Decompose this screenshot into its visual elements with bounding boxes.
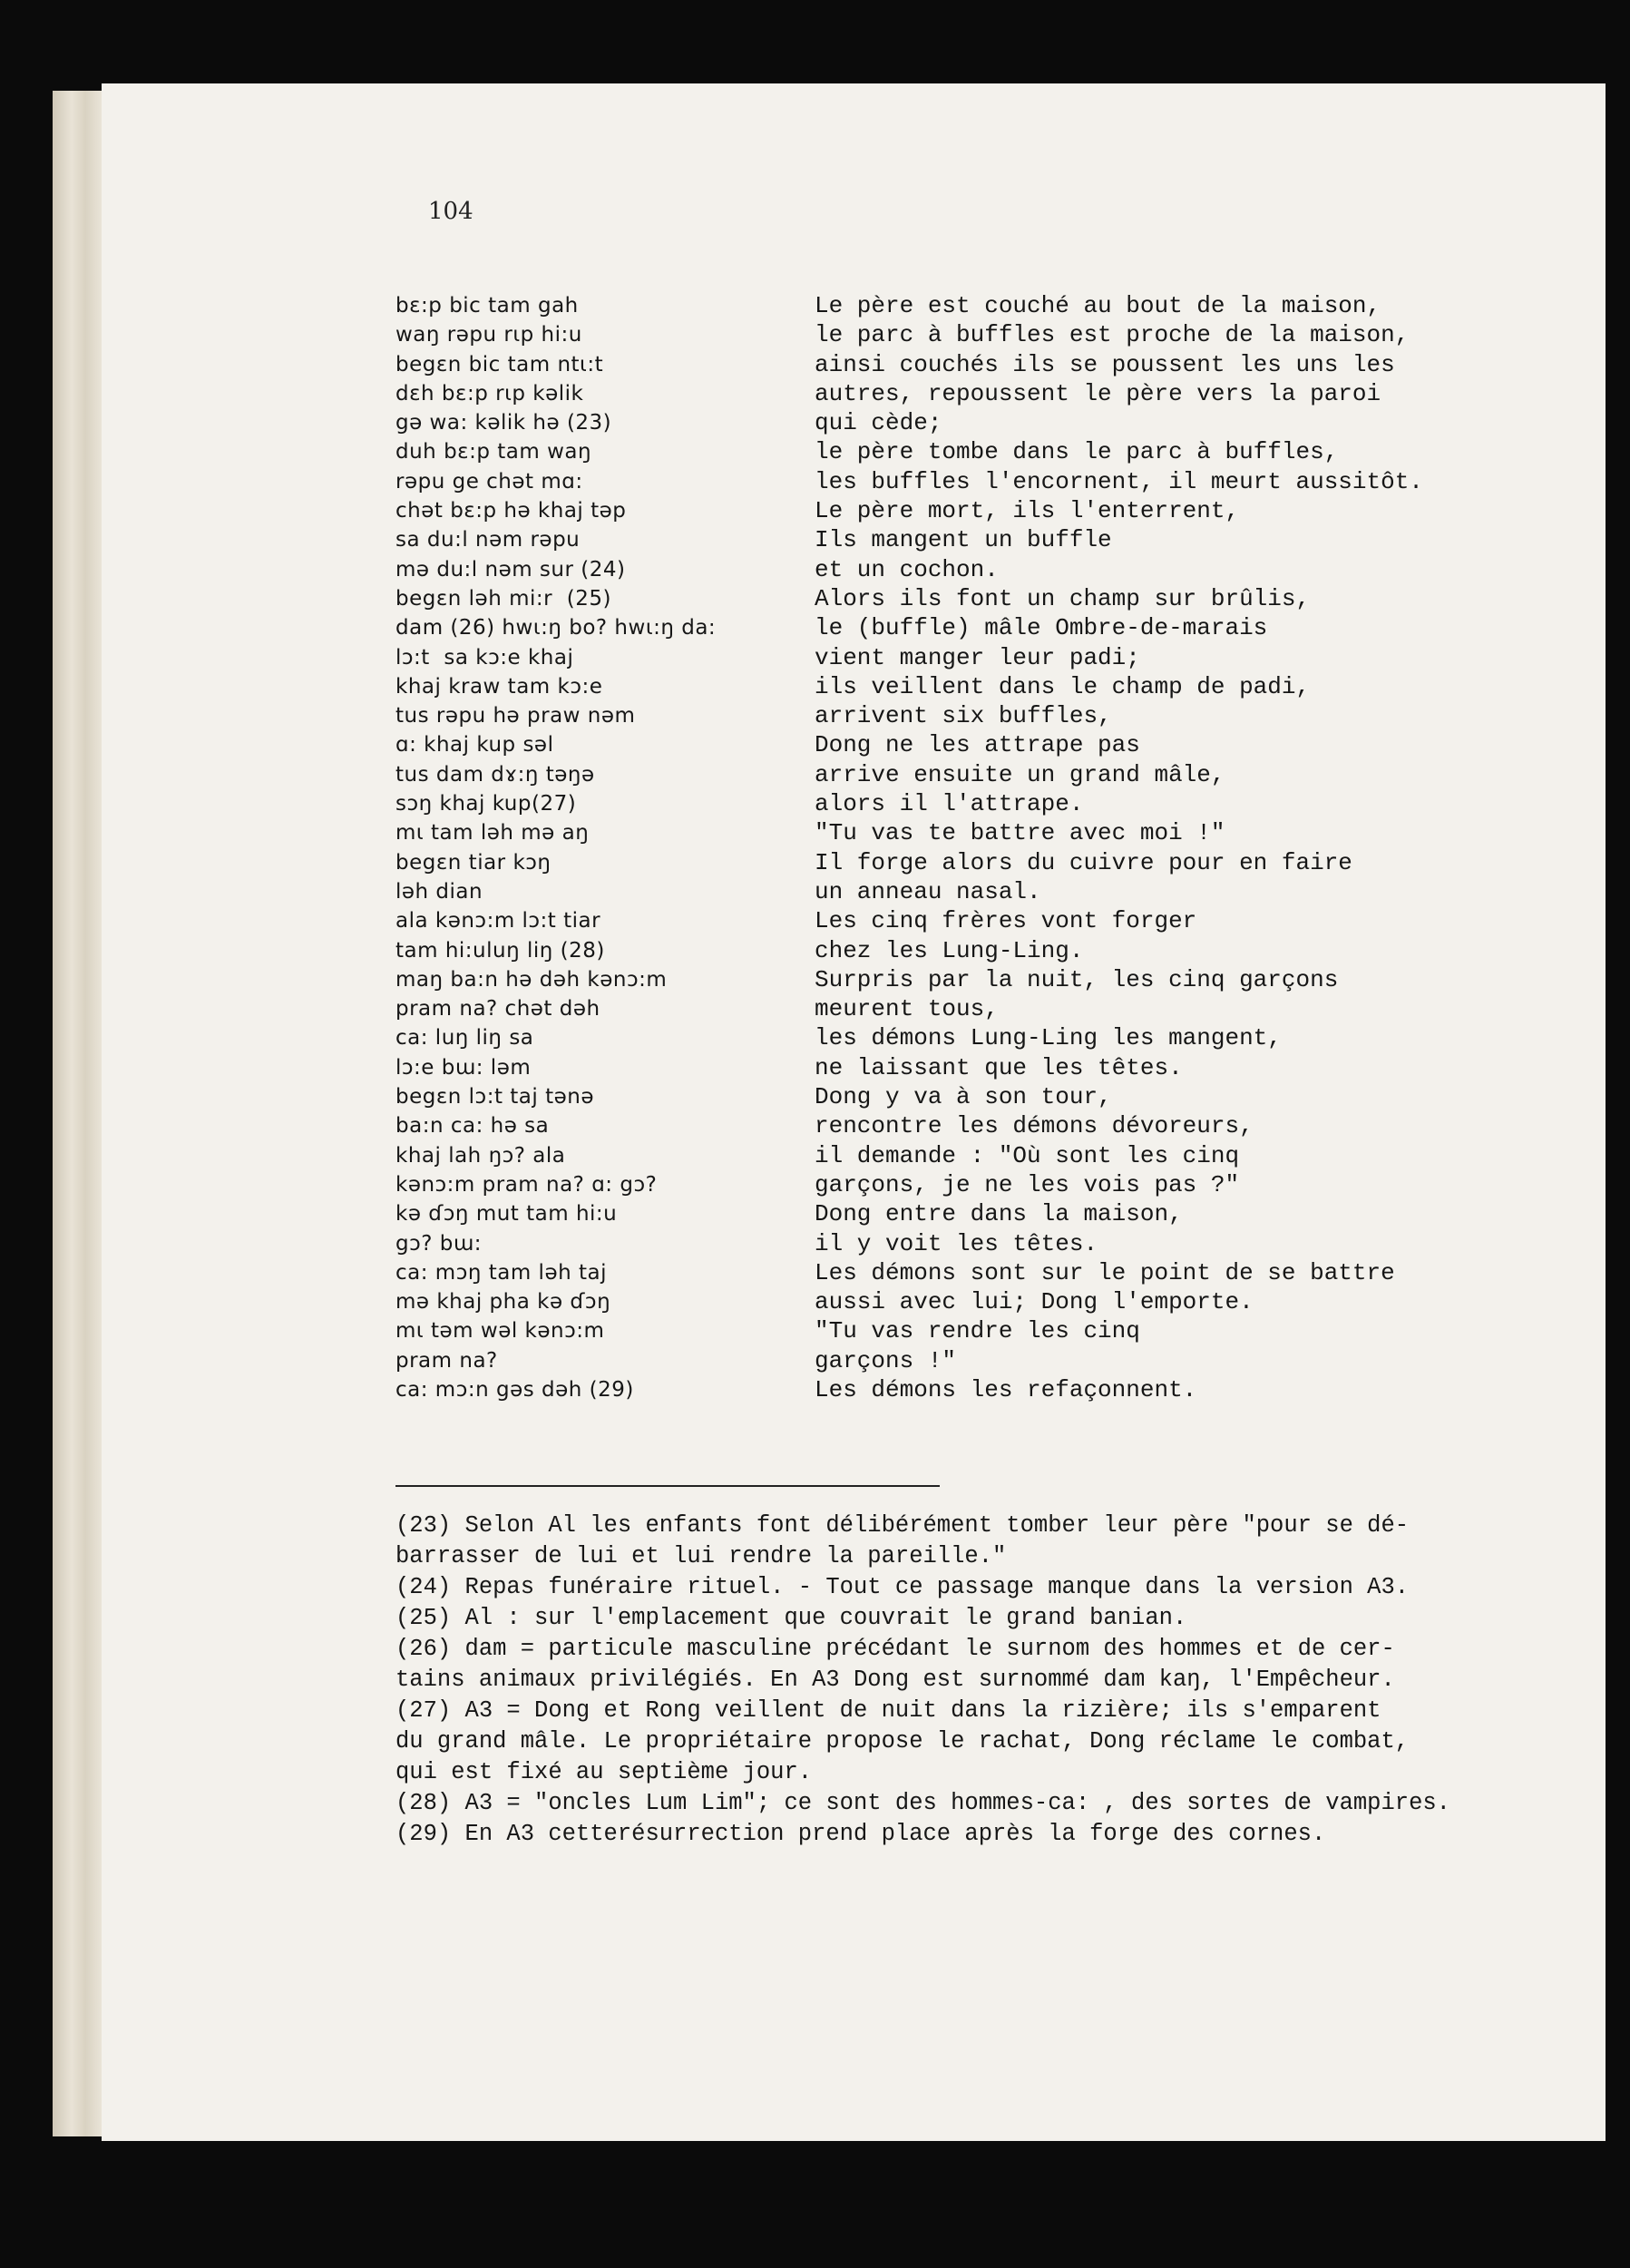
verse-line [395,1288,1520,1317]
french-line: il demande : "Où sont les cinq [815,1141,1240,1169]
french-line: aussi avec lui; Dong l'emporte. [815,1288,1254,1316]
vernacular-line: maŋ ba:n hə dəh kənɔ:m [395,967,668,992]
french-line: "Tu vas te battre avec moi !" [815,819,1225,847]
vernacular-line: begɛn bic tam ntɩ:t [395,352,604,376]
french-line: Ils mangent un buffle [815,526,1112,554]
french-line: Dong entre dans la maison, [815,1200,1183,1228]
french-line: qui cède; [815,409,942,437]
verse-line [395,526,1520,555]
french-line: le parc à buffles est proche de la maison, [815,321,1410,349]
verse-line [395,1142,1520,1171]
verse-line [395,819,1520,848]
vernacular-line: lɔ:t sa kɔ:e khaj [395,645,574,670]
verse-line [395,409,1520,438]
vernacular-line: mə du:l nəm sur (24) [395,557,626,582]
vernacular-line: dam (26) hwɩ:ŋ bo? hwɩ:ŋ da: [395,616,717,640]
vernacular-line: ca: mɔŋ tam ləh taj [395,1260,607,1285]
footnote-line: barrasser de lui et lui rendre la pareille." [395,1543,1007,1569]
vernacular-line: tus rəpu hə praw nəm [395,704,636,728]
verse-line [395,1083,1520,1112]
vernacular-line: waŋ rəpu rɩp hi:u [395,323,582,347]
verse-line [395,1317,1520,1346]
vernacular-line: pram na? chət dəh [395,997,600,1022]
verse-line [395,292,1520,321]
verse-line [395,438,1520,467]
vernacular-line: rəpu ge chət mɑ: [395,469,583,494]
footnote-line: qui est fixé au septième jour. [395,1759,813,1785]
french-line: le (buffle) mâle Ombre-de-marais [815,614,1268,642]
french-line: meurent tous, [815,995,999,1023]
verse-line [395,673,1520,702]
vernacular-line: gɔ? bɯ: [395,1231,483,1256]
french-line: Alors ils font un champ sur brûlis, [815,584,1311,612]
vernacular-line: tus dam dɤ:ŋ təŋə [395,762,595,787]
vernacular-line: sa du:l nəm rəpu [395,528,581,552]
verse-line [395,1024,1520,1053]
verse-line [395,1171,1520,1200]
verse-line [395,585,1520,614]
vernacular-line: kə ɗɔŋ mut tam hi:u [395,1202,618,1227]
french-line: Les démons sont sur le point de se battre [815,1258,1395,1286]
french-line: les buffles l'encornent, il meurt aussitôt. [815,467,1423,495]
verse-line [395,556,1520,585]
footnote-rule [395,1485,940,1487]
page-number: 104 [428,198,473,225]
french-line: "Tu vas rendre les cinq [815,1317,1140,1345]
verse-line [395,1112,1520,1141]
french-line: ils veillent dans le champ de padi, [815,672,1311,700]
vernacular-line: begɛn ləh mi:r (25) [395,586,611,611]
verse-line [395,468,1520,497]
verse-line [395,1259,1520,1288]
french-line: arrivent six buffles, [815,702,1112,730]
footnote-line: (24) Repas funéraire rituel. - Tout ce passage manque dans la version A3. [395,1574,1410,1600]
vernacular-line: duh bɛ:p tam waŋ [395,440,592,464]
footnotes [395,1512,1529,1852]
verse-line [395,731,1520,760]
vernacular-line: begɛn lɔ:t taj tənə [395,1085,594,1110]
french-line: Dong ne les attrape pas [815,731,1140,759]
french-line: garçons !" [815,1346,957,1374]
vernacular-line: mɩ tam ləh mə aŋ [395,821,590,846]
vernacular-line: gə wa: kəlik hə (23) [395,411,612,435]
french-line: ainsi couchés ils se poussent les uns les [815,350,1395,378]
french-line: Il forge alors du cuivre pour en faire [815,848,1352,876]
verse-line [395,849,1520,878]
footnote-line: (28) A3 = "oncles Lum Lim"; ce sont des hommes-ca: , des sortes de vampires. [395,1790,1450,1816]
french-line: Le père est couché au bout de la maison, [815,292,1381,319]
french-line: un anneau nasal. [815,877,1041,905]
verse-line [395,1054,1520,1083]
vernacular-line: ɑ: khaj kup səl [395,733,554,758]
french-line: ne laissant que les têtes. [815,1053,1183,1081]
vernacular-line: sɔŋ khaj kup(27) [395,792,577,816]
verse-line [395,937,1520,966]
verse-line [395,1200,1520,1229]
french-line: le père tombe dans le parc à buffles, [815,438,1339,466]
footnote-line: (27) A3 = Dong et Rong veillent de nuit dans la rizière; ils s'emparent [395,1697,1381,1724]
vernacular-line: ba:n ca: hə sa [395,1114,550,1139]
vernacular-line: lɔ:e bɯ: ləm [395,1055,532,1080]
verse-line [395,1376,1520,1405]
vernacular-line: chət bɛ:p hə khaj təp [395,499,627,523]
vernacular-line: ca: mɔ:n gəs dəh (29) [395,1377,634,1402]
french-line: et un cochon. [815,555,999,583]
french-line: alors il l'attrape. [815,790,1084,818]
verse-line [395,907,1520,936]
vernacular-line: tam hi:uluŋ liŋ (28) [395,938,605,963]
footnote-line: (23) Selon Al les enfants font délibérément tomber leur père "pour se dé- [395,1512,1410,1539]
french-line: Les démons les refaçonnent. [815,1375,1197,1403]
vernacular-line: bɛ:p bic tam gah [395,294,579,318]
verse-line [395,614,1520,643]
french-line: chez les Lung-Ling. [815,936,1084,964]
page-stack-edge [53,91,107,2136]
verse-line [395,380,1520,409]
footnote-line: (26) dam = particule masculine précédant le surnom des hommes et de cer- [395,1636,1395,1662]
verse-line [395,761,1520,790]
vernacular-line: mɩ təm wəl kənɔ:m [395,1319,605,1344]
french-line: Surpris par la nuit, les cinq garçons [815,965,1339,993]
verse-line [395,321,1520,350]
french-line: Le père mort, ils l'enterrent, [815,497,1240,525]
french-line: les démons Lung-Ling les mangent, [815,1024,1282,1052]
verse-line [395,790,1520,819]
french-line: Les cinq frères vont forger [815,907,1197,935]
french-line: il y voit les têtes. [815,1229,1098,1257]
vernacular-line: ləh dian [395,879,483,904]
verse-line [395,995,1520,1024]
french-line: rencontre les démons dévoreurs, [815,1112,1254,1140]
french-line: Dong y va à son tour, [815,1083,1112,1111]
french-line: autres, repoussent le père vers la paroi [815,379,1381,407]
footnote-line: tains animaux privilégiés. En A3 Dong est surnommé dam kaŋ, l'Empêcheur. [395,1667,1395,1693]
verse-line [395,702,1520,731]
verse-line [395,966,1520,995]
vernacular-line: dɛh bɛ:p rɩp kəlik [395,381,584,406]
footnote-line: (25) Al : sur l'emplacement que couvrait le grand banian. [395,1605,1187,1631]
footnote-line: du grand mâle. Le propriétaire propose le rachat, Dong réclame le combat, [395,1728,1410,1755]
french-line: garçons, je ne les vois pas ?" [815,1170,1240,1198]
vernacular-line: ala kənɔ:m lɔ:t tiar [395,909,601,934]
verse-line [395,644,1520,673]
verse-line [395,878,1520,907]
footnote-line: (29) En A3 cetterésurrection prend place après la forge des cornes. [395,1821,1326,1847]
vernacular-line: begɛn tiar kɔŋ [395,850,551,875]
verse-line [395,497,1520,526]
verse-line [395,1347,1520,1376]
verse-text [395,292,1520,1405]
vernacular-line: mə khaj pha kə ɗɔŋ [395,1290,611,1315]
vernacular-line: pram na? [395,1348,498,1373]
french-line: vient manger leur padi; [815,643,1140,671]
vernacular-line: ca: luŋ liŋ sa [395,1026,534,1051]
vernacular-line: khaj kraw tam kɔ:e [395,674,603,699]
french-line: arrive ensuite un grand mâle, [815,760,1225,788]
vernacular-line: kənɔ:m pram na? ɑ: gɔ? [395,1172,658,1197]
verse-line [395,351,1520,380]
vernacular-line: khaj lah ŋɔ? ala [395,1143,566,1168]
verse-line [395,1230,1520,1259]
